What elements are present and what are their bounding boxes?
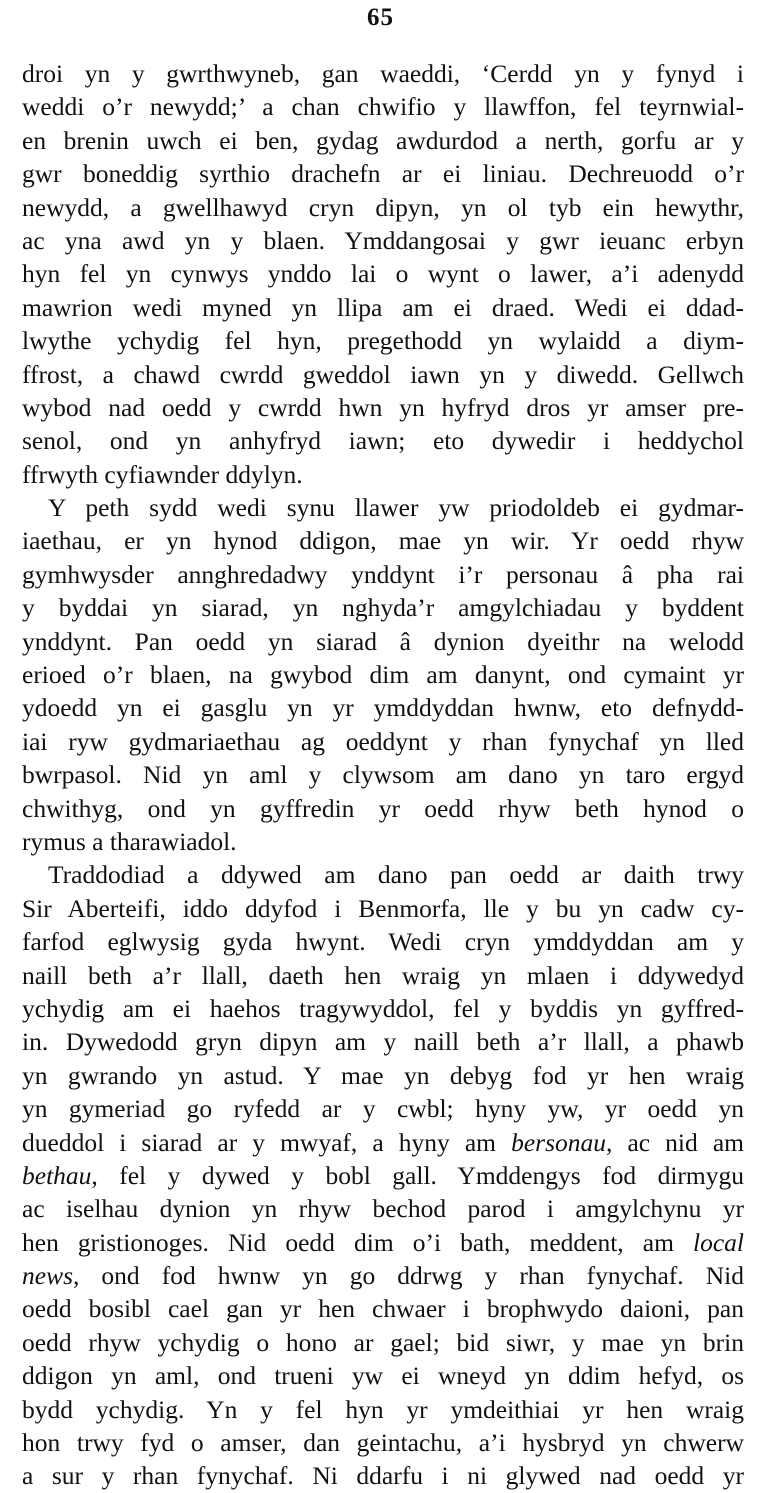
text-line: mawrion wedi myned yn llipa am ei draed. Wedi ei ddad- [22, 292, 744, 322]
text-line: hon trwy fyd o amser, dan geintachu, a’i hysbryd yn chwerw [22, 1428, 744, 1458]
text-line: en brenin uwch ei ben, gydag awdurdod a nerth, gorfu ar y [22, 125, 744, 155]
text-line: Sir Aberteifi, iddo ddyfod i Benmorfa, lle y bu yn cadw cy- [22, 893, 744, 923]
text-line: oedd rhyw ychydig o hono ar gael; bid siwr, y mae yn brin [22, 1327, 744, 1357]
text-line: naill beth a’r llall, daeth hen wraig yn mlaen i ddywedyd [22, 960, 744, 990]
text-line: oedd bosibl cael gan yr hen chwaer i brophwydo daioni, pan [22, 1294, 744, 1324]
text-line: ffrwyth cyfiawnder ddylyn. [22, 459, 303, 489]
text-line: erioed o’r blaen, na gwybod dim am danynt, ond cymaint yr [22, 660, 744, 690]
text-line: Y peth sydd wedi synu llawer yw priodoldeb ei gydmar- [48, 493, 744, 523]
text-line: lwythe ychydig fel hyn, pregethodd yn wylaidd a diym- [22, 326, 744, 356]
text-line: ydoedd yn ei gasglu yn yr ymddyddan hwnw, eto defnydd- [22, 693, 744, 723]
text-line: news, ond fod hwnw yn go ddrwg y rhan fynychaf. Nid [22, 1261, 744, 1291]
text-line: bydd ychydig. Yn y fel hyn yr ymdeithiai yr hen wraig [22, 1394, 744, 1424]
text-line: bwrpasol. Nid yn aml y clywsom am dano yn taro ergyd [22, 760, 744, 790]
text-line: iaethau, er yn hynod ddigon, mae yn wir. Yr oedd rhyw [22, 526, 744, 556]
text-line: y byddai yn siarad, yn nghyda’r amgylchiadau y byddent [22, 593, 744, 623]
text-line: gymhwysder annghredadwy ynddynt i’r personau â pha rai [22, 559, 744, 589]
text-line: newydd, a gwellhawyd cryn dipyn, yn ol tyb ein hewythr, [22, 192, 744, 222]
text-line: hyn fel yn cynwys ynddo lai o wynt o lawer, a’i adenydd [22, 259, 744, 289]
text-line: yn gymeriad go ryfedd ar y cwbl; hyny yw, yr oedd yn [22, 1094, 744, 1124]
text-line: ac yna awd yn y blaen. Ymddangosai y gwr ieuanc erbyn [22, 225, 744, 255]
paragraph [22, 57, 744, 491]
text-line: gwr boneddig syrthio drachefn ar ei liniau. Dechreuodd o’r [22, 159, 744, 189]
text-line: chwithyg, ond yn gyffredin yr oedd rhyw beth hynod o [22, 793, 744, 823]
text-line: bethau, fel y dywed y bobl gall. Ymddengys fod dirmygu [22, 1160, 744, 1190]
text-line: ffrost, a chawd cwrdd gweddol iawn yn y diwedd. Gellwch [22, 359, 744, 389]
paragraph [22, 858, 744, 1492]
page-number: 65 [367, 4, 394, 31]
text-line: weddi o’r newydd;’ a chan chwifio y llawffon, fel teyrnwial- [22, 92, 744, 122]
text-line: ynddynt. Pan oedd yn siarad â dynion dyeithr na welodd [22, 626, 744, 656]
text-line: a sur y rhan fynychaf. Ni ddarfu i ni glywed nad oedd yr [22, 1461, 744, 1491]
text-line: farfod eglwysig gyda hwynt. Wedi cryn ymddyddan am y [22, 927, 744, 957]
paragraph [22, 491, 744, 858]
text-line: ddigon yn aml, ond trueni yw ei wneyd yn ddim hefyd, os [22, 1361, 744, 1391]
text-line: hen gristionoges. Nid oedd dim o’i bath, meddent, am local [22, 1227, 744, 1257]
text-line: yn gwrando yn astud. Y mae yn debyg fod yr hen wraig [22, 1060, 744, 1090]
text-line: rymus a tharawiadol. [22, 826, 237, 856]
text-line: droi yn y gwrthwyneb, gan waeddi, ‘Cerdd yn y fynyd i [22, 59, 744, 88]
text-line: Traddodiad a ddywed am dano pan oedd ar daith trwy [48, 860, 744, 890]
page-body-text [22, 57, 744, 1493]
text-line: ac iselhau dynion yn rhyw bechod parod i amgylchynu yr [22, 1194, 744, 1224]
text-line: senol, ond yn anhyfryd iawn; eto dywedir i heddychol [22, 426, 744, 456]
text-line: iai ryw gydmariaethau ag oeddynt y rhan fynychaf yn lled [22, 726, 744, 756]
text-line: dueddol i siarad ar y mwyaf, a hyny am bersonau, ac nid am [22, 1127, 744, 1157]
text-line: ychydig am ei haehos tragywyddol, fel y byddis yn gyffred- [22, 993, 744, 1023]
text-line: wybod nad oedd y cwrdd hwn yn hyfryd dros yr amser pre- [22, 392, 744, 422]
text-line: in. Dywedodd gryn dipyn am y naill beth a’r llall, a phawb [22, 1027, 744, 1057]
